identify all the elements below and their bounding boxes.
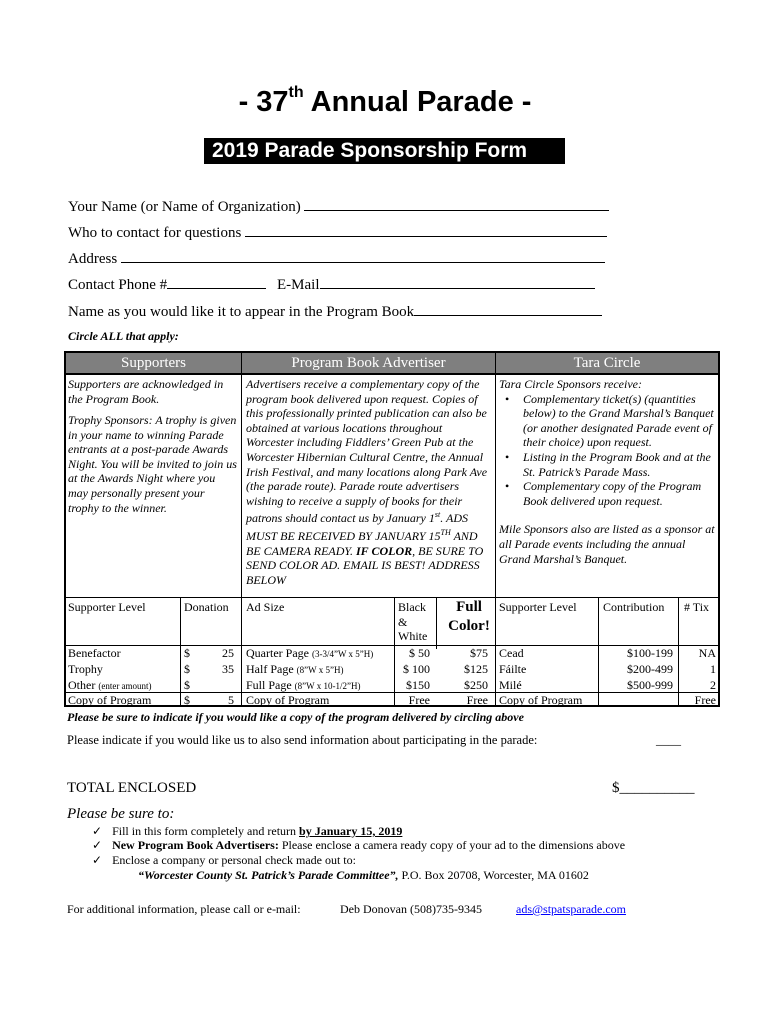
divider <box>394 597 395 705</box>
row-tara-level[interactable]: Cead <box>499 646 524 660</box>
program-name-field[interactable]: Name as you would like it to appear in the Program Book <box>68 302 602 321</box>
be-sure-heading: Please be sure to: <box>67 806 175 822</box>
divider <box>598 597 599 705</box>
address-field[interactable]: Address <box>68 249 605 268</box>
check-icon: ✓ <box>92 853 103 867</box>
col-donation: Donation <box>184 600 229 614</box>
header-supporters: Supporters <box>66 353 241 375</box>
payee: “Worcester County St. Patrick’s Parade Committee”, P.O. Box 20708, Worcester, MA 01602 <box>138 868 589 882</box>
contact-field[interactable]: Who to contact for questions <box>68 223 607 242</box>
supporters-desc: Supporters are acknowledged in the Program Book. <box>68 377 224 406</box>
address-line[interactable] <box>121 249 605 263</box>
contact-line[interactable] <box>245 223 607 237</box>
row-tara-level[interactable]: Milé <box>499 678 522 692</box>
row-level[interactable]: Copy of Program <box>68 693 152 707</box>
divider <box>678 597 679 705</box>
phone-line[interactable] <box>167 275 266 289</box>
row-tara-level[interactable]: Fáilte <box>499 662 527 676</box>
row-divider <box>66 597 718 598</box>
row-contribution[interactable]: $500-999 <box>627 678 673 692</box>
row-ad-size[interactable]: Full Page (8”W x 10-1/2”H) <box>246 678 361 692</box>
row-contribution[interactable]: $100-199 <box>627 646 673 660</box>
row-tix[interactable]: NA <box>698 646 716 660</box>
divider <box>180 597 181 705</box>
row-currency[interactable]: $ <box>184 678 190 692</box>
email-field[interactable]: E-Mail <box>277 275 595 294</box>
row-level[interactable]: Trophy <box>68 662 103 676</box>
row-ad-size[interactable]: Copy of Program <box>246 693 330 707</box>
page-title: - 37th Annual Parade - <box>238 84 532 118</box>
phone-field[interactable]: Contact Phone # <box>68 275 266 294</box>
row-level[interactable]: Benefactor <box>68 646 121 660</box>
col-full-color: Full Color! <box>448 599 490 634</box>
copy-note: Please be sure to indicate if you would like a copy of the program delivered by circling above <box>67 710 524 724</box>
sponsorship-table <box>64 351 720 707</box>
divider <box>495 353 496 705</box>
circle-all-label: Circle ALL that apply: <box>68 329 179 343</box>
row-tix[interactable]: Free <box>694 693 716 707</box>
advertiser-desc: Advertisers receive a complementary copy of the program book delivered upon request. Copies of this professionally printed publication can also be obtained at various locations throughout Worcester including Fiddlers’ Green Pub at the Worcester Hibernian Cultural Centre, the Annual Irish Festival, and many locations along Park Ave (the parade route). Parade route advertisers wishing to receive a supply of books for their patrons should contact us by January 1st. ADS MUST BE RECEIVED BY JANUARY 15TH AND BE CAMERA READY. IF COLOR, BE SURE TO SEND COLOR AD. EMAIL IS BEST! ADDRESS BELOW <box>246 377 488 587</box>
row-tara-level[interactable]: Copy of Program <box>499 693 583 707</box>
col-supporter-level: Supporter Level <box>68 600 146 614</box>
check-icon: ✓ <box>92 838 103 852</box>
tara-bullet: • Complementary copy of the Program Book delivered upon request. <box>505 479 702 508</box>
row-bw-price[interactable]: $150 <box>406 678 430 692</box>
footer-email-link[interactable]: ads@stpatsparade.com <box>516 902 627 916</box>
check-item-1: ✓ Fill in this form completely and return by January 15, 2019 <box>92 824 403 838</box>
row-donation[interactable]: 35 <box>222 662 234 676</box>
divider <box>241 353 242 705</box>
row-currency[interactable]: $ <box>184 646 190 660</box>
program-name-line[interactable] <box>414 302 602 316</box>
check-item-3: ✓ Enclose a company or personal check made out to: <box>92 853 356 867</box>
row-color-price[interactable]: Free <box>466 693 488 707</box>
email-line[interactable] <box>320 275 595 289</box>
name-field[interactable]: Your Name (or Name of Organization) <box>68 197 609 216</box>
info-request-blank[interactable]: ____ <box>656 733 681 747</box>
row-donation[interactable]: 5 <box>228 693 234 707</box>
row-currency[interactable]: $ <box>184 662 190 676</box>
row-level[interactable]: Other (enter amount) <box>68 678 152 692</box>
row-donation[interactable]: 25 <box>222 646 234 660</box>
row-tix[interactable]: 2 <box>710 678 716 692</box>
footer-info: For additional information, please call or e-mail: <box>67 902 301 916</box>
row-bw-price[interactable]: $ 50 <box>409 646 430 660</box>
col-black-white: Black & White <box>398 600 428 644</box>
col-supporter-level-tara: Supporter Level <box>499 600 577 614</box>
total-blank[interactable]: $__________ <box>612 780 695 796</box>
check-icon: ✓ <box>92 824 103 838</box>
row-ad-size[interactable]: Quarter Page (3-3/4”W x 5”H) <box>246 646 374 660</box>
tara-desc: Tara Circle Sponsors receive: • Complementary ticket(s) (quantities below) to the Grand Marshal’s Banquet (or another designated Parade event of their choice) upon request. • Listing in the Program Book and at the St. Patrick’s Parade Mass. • Complementary copy of the Program Book delivered upon request. Mile Sponsors also are listed as a sponsor at all Parade events including the annual Grand Marshal’s Banquet. <box>499 377 717 566</box>
tara-bullet: • Listing in the Program Book and at the St. Patrick’s Parade Mass. <box>505 449 711 479</box>
header-tara: Tara Circle <box>496 353 718 375</box>
col-tix: # Tix <box>684 600 710 614</box>
check-item-2: ✓ New Program Book Advertisers: Please enclose a camera ready copy of your ad to the dimensions above <box>92 838 626 852</box>
header-advertiser: Program Book Advertiser <box>242 353 495 375</box>
row-bw-price[interactable]: Free <box>408 693 430 707</box>
divider <box>436 597 437 649</box>
row-ad-size[interactable]: Half Page (8”W x 5”H) <box>246 662 344 676</box>
row-contribution[interactable]: $200-499 <box>627 662 673 676</box>
total-label: TOTAL ENCLOSED <box>67 780 197 796</box>
row-tix[interactable]: 1 <box>710 662 716 676</box>
row-currency[interactable]: $ <box>184 693 190 707</box>
name-line[interactable] <box>304 197 609 211</box>
row-bw-price[interactable]: $ 100 <box>403 662 430 676</box>
tara-bullet: • Complementary ticket(s) (quantities below) to the Grand Marshal’s Banquet (or another designated Parade event of their choice) upon request. <box>505 391 714 450</box>
info-request: Please indicate if you would like us to also send information about participating in the parade: <box>67 733 538 747</box>
footer-contact: Deb Donovan (508)735-9345 <box>340 902 482 916</box>
col-ad-size: Ad Size <box>246 600 285 614</box>
row-color-price[interactable]: $250 <box>464 678 488 692</box>
trophy-desc: Trophy Sponsors: A trophy is given in your name to winning Parade entrants at a post-parade Awards Night. You will be invited to join us at the Awards Night where you may personally present your trophy to the winner. <box>68 413 237 515</box>
row-color-price[interactable]: $75 <box>470 646 488 660</box>
form-banner: 2019 Parade Sponsorship Form <box>204 138 565 164</box>
col-contribution: Contribution <box>603 600 665 614</box>
row-color-price[interactable]: $125 <box>464 662 488 676</box>
